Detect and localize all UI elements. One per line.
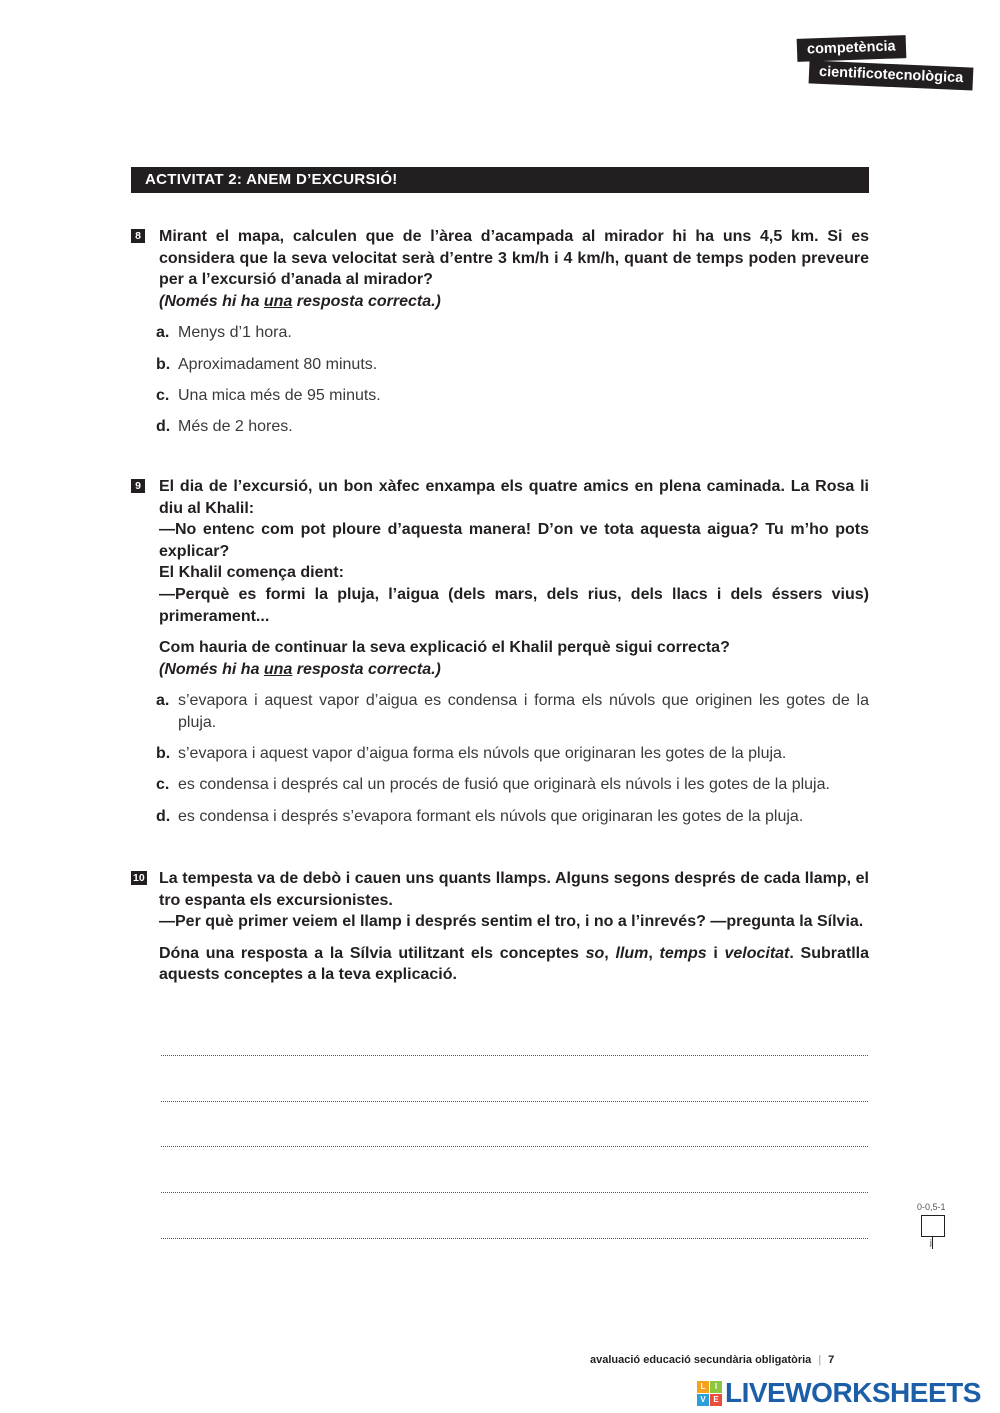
logo-mark-letter: L	[697, 1381, 709, 1393]
answer-line-5[interactable]	[161, 1238, 868, 1239]
dialogue-silvia: —Per què primer veiem el llamp i després sentim el tro, i no a l’inrevés? —pregunta la Sílvia.	[159, 913, 864, 931]
logo-mark-letter: I	[710, 1381, 722, 1393]
question-number: 10	[133, 872, 145, 884]
logo-mark-letter: E	[710, 1394, 722, 1406]
answer-line-4[interactable]	[161, 1192, 868, 1193]
question-text: La tempesta va de debò i cauen uns quants llamps. Alguns segons després de cada llamp, el tro espanta els excursionistes.	[159, 870, 869, 909]
score-tick	[932, 1237, 933, 1249]
footer-separator: |	[818, 1354, 822, 1366]
dialogue-rosa: —No entenc com pot ploure d’aquesta manera! D’on ve tota aquesta aigua? Tu m’ho pots explicar?	[159, 521, 869, 560]
question-9	[131, 476, 869, 837]
page-number: 7	[828, 1354, 835, 1366]
answer-options	[156, 322, 869, 437]
question-10	[131, 868, 869, 986]
option-b[interactable]: b. Aproximadament 80 minuts.	[156, 355, 378, 373]
question-text: El dia de l’excursió, un bon xàfec enxampa els quatre amics en plena caminada. La Rosa li diu al Khalil:	[159, 478, 869, 517]
liveworksheets-wordmark: LIVEWORKSHEETS	[725, 1377, 981, 1408]
concept-velocitat: velocitat	[724, 944, 790, 962]
option-a[interactable]: a. s’evapora i aquest vapor d’aigua es condensa i forma els núvols que originen les gotes de la pluja.	[156, 692, 869, 731]
question-number: 9	[131, 479, 145, 493]
dialogue-khalil: —Perquè es formi la pluja, l’aigua (dels mars, dels rius, dels llacs i dels éssers vius) primerament...	[159, 585, 869, 625]
answer-line-2[interactable]	[161, 1101, 868, 1102]
liveworksheets-icon	[697, 1381, 722, 1406]
concept-temps: temps	[659, 944, 707, 962]
liveworksheets-logo	[697, 1378, 981, 1408]
option-c[interactable]: c. es condensa i després cal un procés de fusió que originarà els núvols i les gotes de la pluja.	[156, 776, 830, 794]
answer-line-1[interactable]	[161, 1055, 868, 1056]
question-text: El Khalil comença dient:	[159, 564, 344, 582]
concept-llum: llum	[615, 944, 649, 962]
question-stem: Mirant el mapa, calculen que de l’àrea d’acampada al mirador hi ha uns 4,5 km. Si es considera que la seva velocitat serà d’entre 3 km/h i 4 km/h, quant de temps poden preveure per a l’excursió d’anada al mirador?	[159, 228, 869, 289]
score-mark: j	[930, 1238, 932, 1247]
competence-tag-line2: cientificotecnològica	[809, 60, 974, 90]
score-box[interactable]	[921, 1215, 945, 1237]
question-instructions: Dóna una resposta a la Sílvia utilitzant els conceptes so, llum, temps i velocitat. Subratlla aquests conceptes a la teva explicació.	[159, 944, 870, 984]
score-label: 0-0,5-1	[917, 1202, 946, 1212]
logo-mark-letter: V	[697, 1394, 709, 1406]
footer-text: avaluació educació secundària obligatòria	[590, 1354, 812, 1366]
option-d[interactable]: d. es condensa i després s’evapora formant els núvols que originaran les gotes de la pluja.	[156, 807, 804, 825]
option-c[interactable]: c. Una mica més de 95 minuts.	[156, 386, 381, 404]
activity-title: ACTIVITAT 2: ANEM D’EXCURSIÓ!	[131, 167, 869, 193]
question-stem: Com hauria de continuar la seva explicació el Khalil perquè sigui correcta?	[159, 639, 730, 657]
concept-so: so	[585, 944, 605, 962]
single-answer-note: (Només hi ha una resposta correcta.)	[159, 660, 441, 678]
option-a[interactable]: a. Menys d’1 hora.	[156, 324, 292, 342]
answer-line-3[interactable]	[161, 1146, 868, 1147]
question-number: 8	[131, 229, 145, 243]
answer-options	[156, 690, 869, 827]
single-answer-note: (Només hi ha una resposta correcta.)	[159, 292, 441, 310]
page-footer	[590, 1354, 834, 1366]
option-d[interactable]: d. Més de 2 hores.	[156, 417, 293, 435]
option-b[interactable]: b. s’evapora i aquest vapor d’aigua forma els núvols que originaran les gotes de la pluja.	[156, 745, 787, 763]
question-8	[131, 226, 869, 447]
competence-tag-line1: competència	[797, 35, 906, 62]
